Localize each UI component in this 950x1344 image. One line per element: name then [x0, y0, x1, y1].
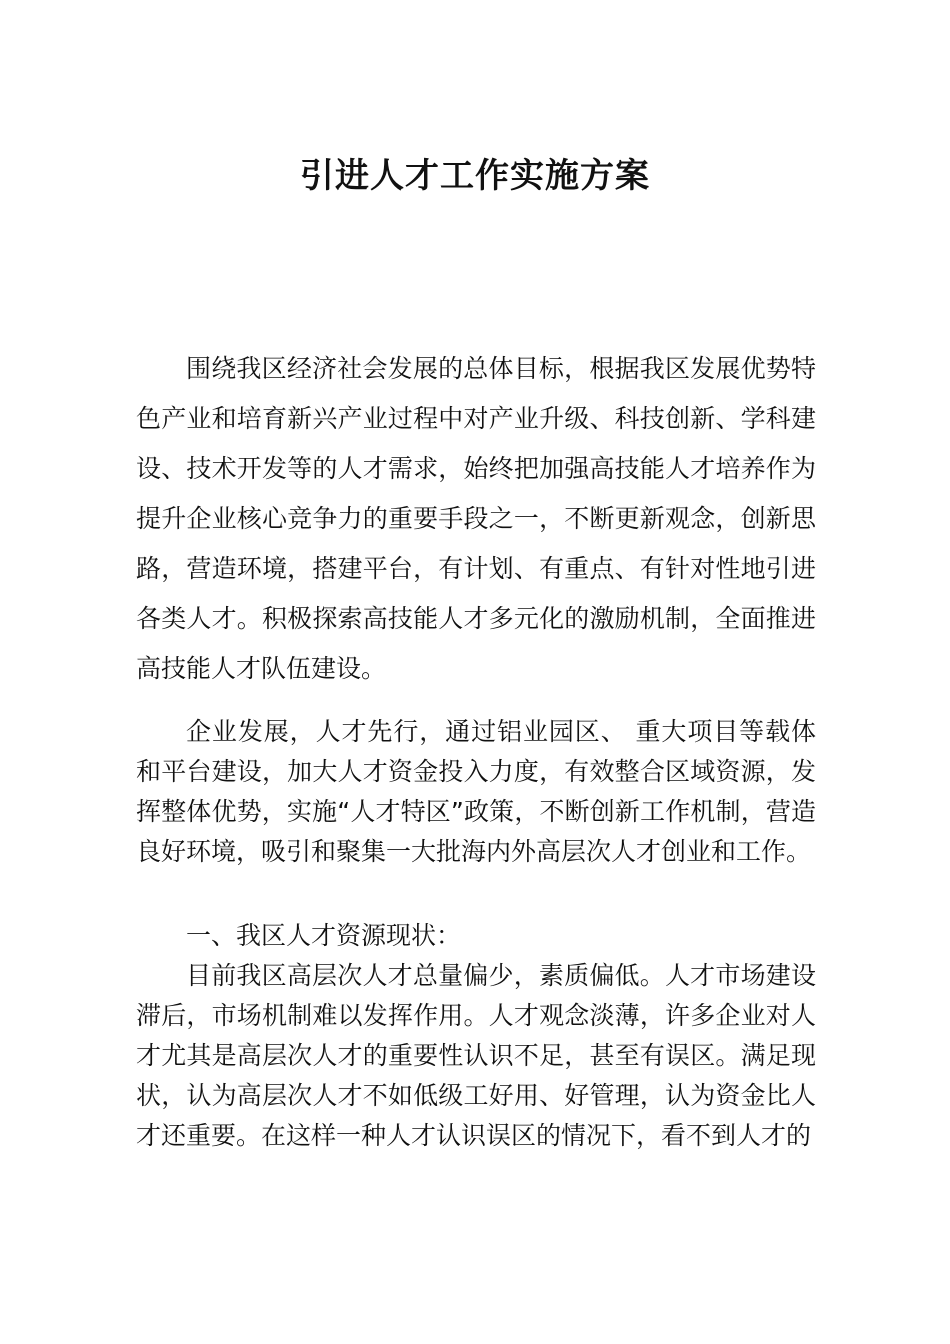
paragraph-intro: 围绕我区经济社会发展的总体目标，根据我区发展优势特色产业和培育新兴产业过程中对产业升级、科技创新、学科建设、技术开发等的人才需求，始终把加强高技能人才培养作为提升企业核心竞争力的重要手段之一，不断更新观念，创新思路，营造环境，搭建平台，有计划、有重点、有针对性地引进各类人才。积极探索高技能人才多元化的激励机制，全面推进高技能人才队伍建设。 — [136, 354, 816, 683]
section-heading-current-status: 一、我区人才资源现状： — [186, 921, 462, 950]
paragraph-enterprise-development: 企业发展，人才先行，通过铝业园区、 重大项目等载体和平台建设，加大人才资金投入力度，有效整合区域资源，发挥整体优势，实施“人才特区”政策，不断创新工作机制，营造良好环境，吸引和聚集一大批海内外高层次人才创业和工作。 — [136, 717, 816, 866]
document-title: 引进人才工作实施方案 — [300, 156, 650, 196]
paragraph-current-status: 目前我区高层次人才总量偏少，素质偏低。人才市场建设滞后，市场机制难以发挥作用。人才观念淡薄，许多企业对人才尤其是高层次人才的重要性认识不足，甚至有误区。满足现状，认为高层次人才不如低级工好用、好管理，认为资金比人才还重要。在这样一种人才认识误区的情况下，看不到人才的 — [136, 961, 816, 1150]
